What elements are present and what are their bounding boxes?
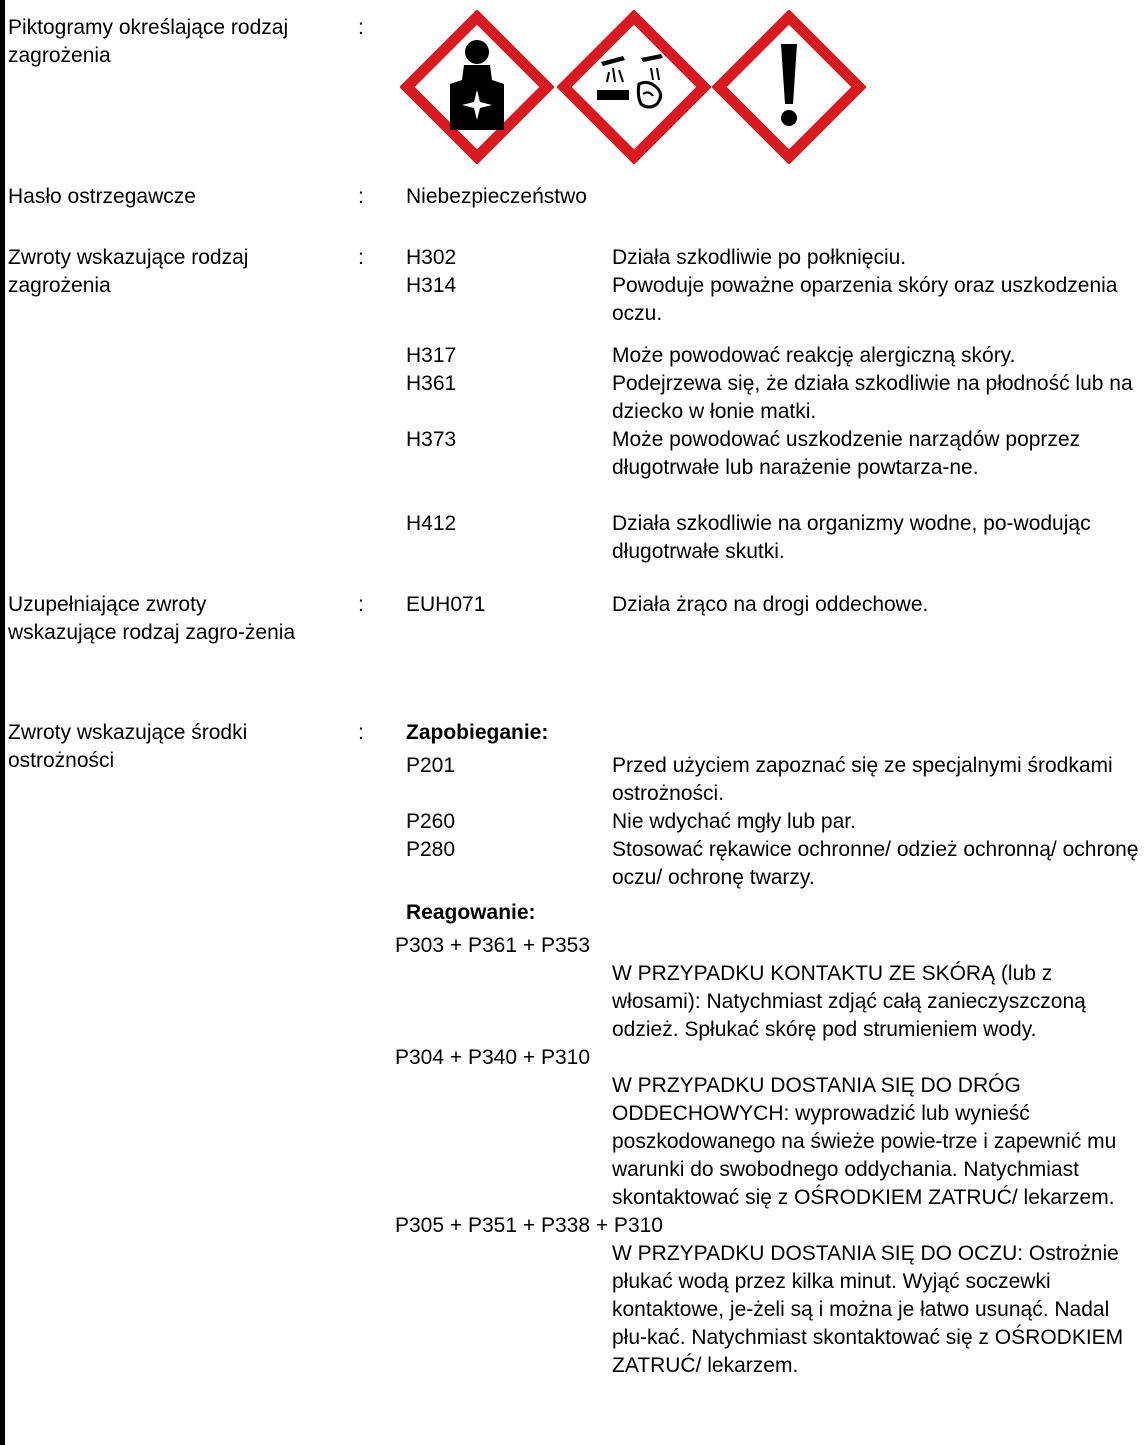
prevention-text: Stosować rękawice ochronne/ odzież ochronną/ ochronę oczu/ ochronę twarzy.: [612, 838, 1139, 889]
supplemental-colon: :: [358, 593, 364, 616]
prevention-code: P260: [406, 810, 456, 833]
left-margin-rule: [0, 0, 5, 1445]
signal-word-label: Hasło ostrzegawcze: [8, 185, 196, 208]
hazard-code: H302: [406, 246, 457, 269]
hazard-text: Może powodować reakcję alergiczną skóry.: [612, 344, 1016, 367]
supplemental-text: Działa żrąco na drogi oddechowe.: [612, 593, 929, 616]
prevention-code: P280: [406, 838, 456, 861]
signal-word-colon: :: [358, 185, 364, 208]
hazard-code: H373: [406, 428, 457, 451]
response-code: P305 + P351 + P338 + P310: [395, 1214, 663, 1237]
signal-word-value: Niebezpieczeństwo: [406, 185, 587, 208]
prevention-text: Przed użyciem zapoznać się ze specjalnymi środkami ostrożności.: [612, 754, 1113, 805]
supplemental-label: Uzupełniające zwroty wskazujące rodzaj zagro-żenia: [8, 593, 296, 644]
hazard-text: Podejrzewa się, że działa szkodliwie na płodność lub na dziecko w łonie matki.: [612, 372, 1133, 423]
hazard-code: H317: [406, 344, 457, 367]
response-heading: Reagowanie:: [406, 901, 536, 924]
prevention-heading: Zapobieganie:: [406, 721, 549, 744]
exclamation-mark-icon: [712, 10, 866, 172]
response-text: W PRZYPADKU DOSTANIA SIĘ DO DRÓG ODDECHOWYCH: wyprowadzić lub wynieść poszkodowanego na świeże powie-trze i zapewnić mu warunki do swobodnego oddychania. Natychmiast skontaktować się z OŚRODKIEM ZATRUĆ/ lekarzem.: [612, 1074, 1117, 1209]
hazard-statements-colon: :: [358, 246, 364, 269]
supplemental-code: EUH071: [406, 593, 486, 616]
hazard-code: H361: [406, 372, 457, 395]
response-code: P303 + P361 + P353: [395, 934, 590, 957]
hazard-code: H412: [406, 512, 457, 535]
hazard-statements-label: Zwroty wskazujące rodzaj zagrożenia: [8, 246, 249, 297]
hazard-text: Powoduje poważne oparzenia skóry oraz uszkodzenia oczu.: [612, 274, 1118, 325]
precautionary-label: Zwroty wskazujące środki ostrożności: [8, 721, 248, 772]
response-text: W PRZYPADKU DOSTANIA SIĘ DO OCZU: Ostrożnie płukać wodą przez kilka minut. Wyjąć soczewki kontaktowe, je-żeli są i można je łatwo usunąć. Nadal płu-kać. Natychmiast skontaktować się z OŚRODKIEM ZATRUĆ/ lekarzem.: [612, 1242, 1124, 1377]
hazard-code: H314: [406, 274, 457, 297]
response-text: W PRZYPADKU KONTAKTU ZE SKÓRĄ (lub z włosami): Natychmiast zdjąć całą zanieczyszczoną odzież. Spłukać skórę pod strumieniem wody.: [612, 962, 1086, 1041]
corrosion-icon: [557, 10, 711, 172]
precautionary-colon: :: [358, 721, 364, 744]
pictograms-label: Piktogramy określające rodzaj zagrożenia: [8, 16, 289, 67]
response-code: P304 + P340 + P310: [395, 1046, 590, 1069]
health-hazard-icon: [400, 10, 554, 172]
hazard-text: Może powodować uszkodzenie narządów poprzez długotrwałe lub narażenie powtarza-ne.: [612, 428, 1081, 479]
hazard-text: Działa szkodliwie na organizmy wodne, po-wodując długotrwałe skutki.: [612, 512, 1091, 563]
prevention-text: Nie wdychać mgły lub par.: [612, 810, 856, 833]
hazard-text: Działa szkodliwie po połknięciu.: [612, 246, 907, 269]
pictograms-colon: :: [358, 16, 364, 39]
prevention-code: P201: [406, 754, 456, 777]
